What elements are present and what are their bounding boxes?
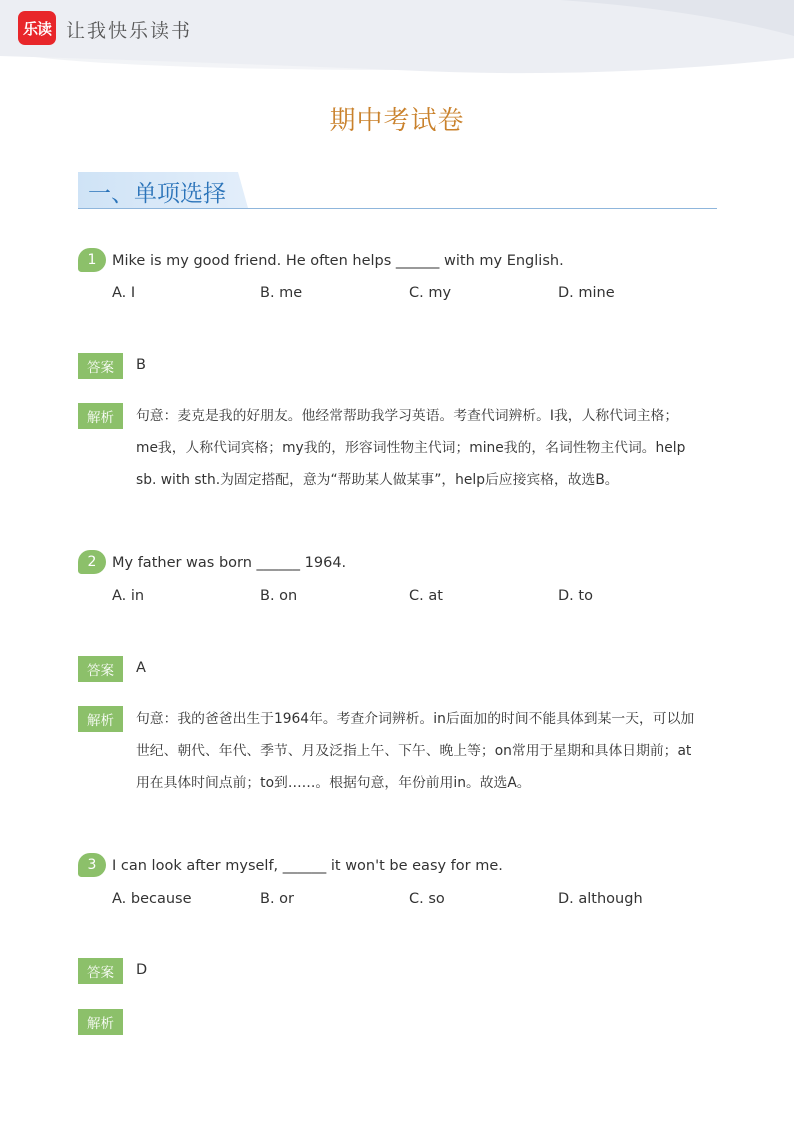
- brand-slogan: 让我快乐读书: [66, 20, 193, 42]
- section-title: 一、单项选择: [88, 181, 226, 207]
- analysis-text: [136, 703, 716, 799]
- option-c: C. at: [409, 588, 443, 604]
- analysis-line: 用在具体时间点前；to到……。根据句意，年份前用in。故选A。: [136, 775, 531, 791]
- question-number-badge: 3: [78, 853, 106, 877]
- option-d: D. although: [558, 891, 643, 907]
- option-b: B. on: [260, 588, 298, 604]
- question-text: My father was born ______ 1964.: [112, 555, 347, 571]
- analysis-line: 句意：麦克是我的好朋友。他经常帮助我学习英语。考查代词辨析。I我，人称代词主格；: [136, 408, 679, 424]
- analysis-line: sb. with sth.为固定搭配，意为“帮助某人做某事”，help后应接宾格，故选B。: [136, 472, 619, 488]
- answer-value: A: [136, 660, 146, 676]
- option-a: A. I: [112, 285, 136, 301]
- option-a: A. in: [112, 588, 145, 604]
- section-heading: [78, 172, 717, 209]
- option-d: D. to: [558, 588, 593, 604]
- analysis-tag: 解析: [78, 1009, 123, 1035]
- page-header: [0, 0, 794, 70]
- option-c: C. my: [409, 285, 452, 301]
- answer-value: B: [136, 357, 146, 373]
- option-b: B. me: [260, 285, 303, 301]
- document-title: 期中考试卷: [329, 106, 465, 136]
- analysis-tag: 解析: [78, 403, 123, 429]
- analysis-line: 世纪、朝代、年代、季节、月及泛指上午、下午、晚上等；on常用于星期和具体日期前；at: [136, 743, 692, 759]
- question-number-badge: 2: [78, 550, 106, 574]
- answer-tag: 答案: [78, 958, 123, 984]
- answer-tag: 答案: [78, 656, 123, 682]
- analysis-text: [136, 400, 716, 496]
- analysis-line: 句意：我的爸爸出生于1964年。考查介词辨析。in后面加的时间不能具体到某一天，可以加: [136, 711, 695, 727]
- analysis-tag: 解析: [78, 706, 123, 732]
- analysis-line: me我，人称代词宾格；my我的，形容词性物主代词；mine我的，名词性物主代词。help: [136, 440, 686, 456]
- question-text: Mike is my good friend. He often helps ______ with my English.: [112, 253, 564, 269]
- brand-logo: 乐读: [18, 11, 56, 45]
- option-a: A. because: [112, 891, 192, 907]
- question-text: I can look after myself, ______ it won't be easy for me.: [112, 858, 503, 874]
- answer-value: D: [136, 962, 148, 978]
- option-d: D. mine: [558, 285, 615, 301]
- question-number-badge: 1: [78, 248, 106, 272]
- option-b: B. or: [260, 891, 294, 907]
- answer-tag: 答案: [78, 353, 123, 379]
- option-c: C. so: [409, 891, 445, 907]
